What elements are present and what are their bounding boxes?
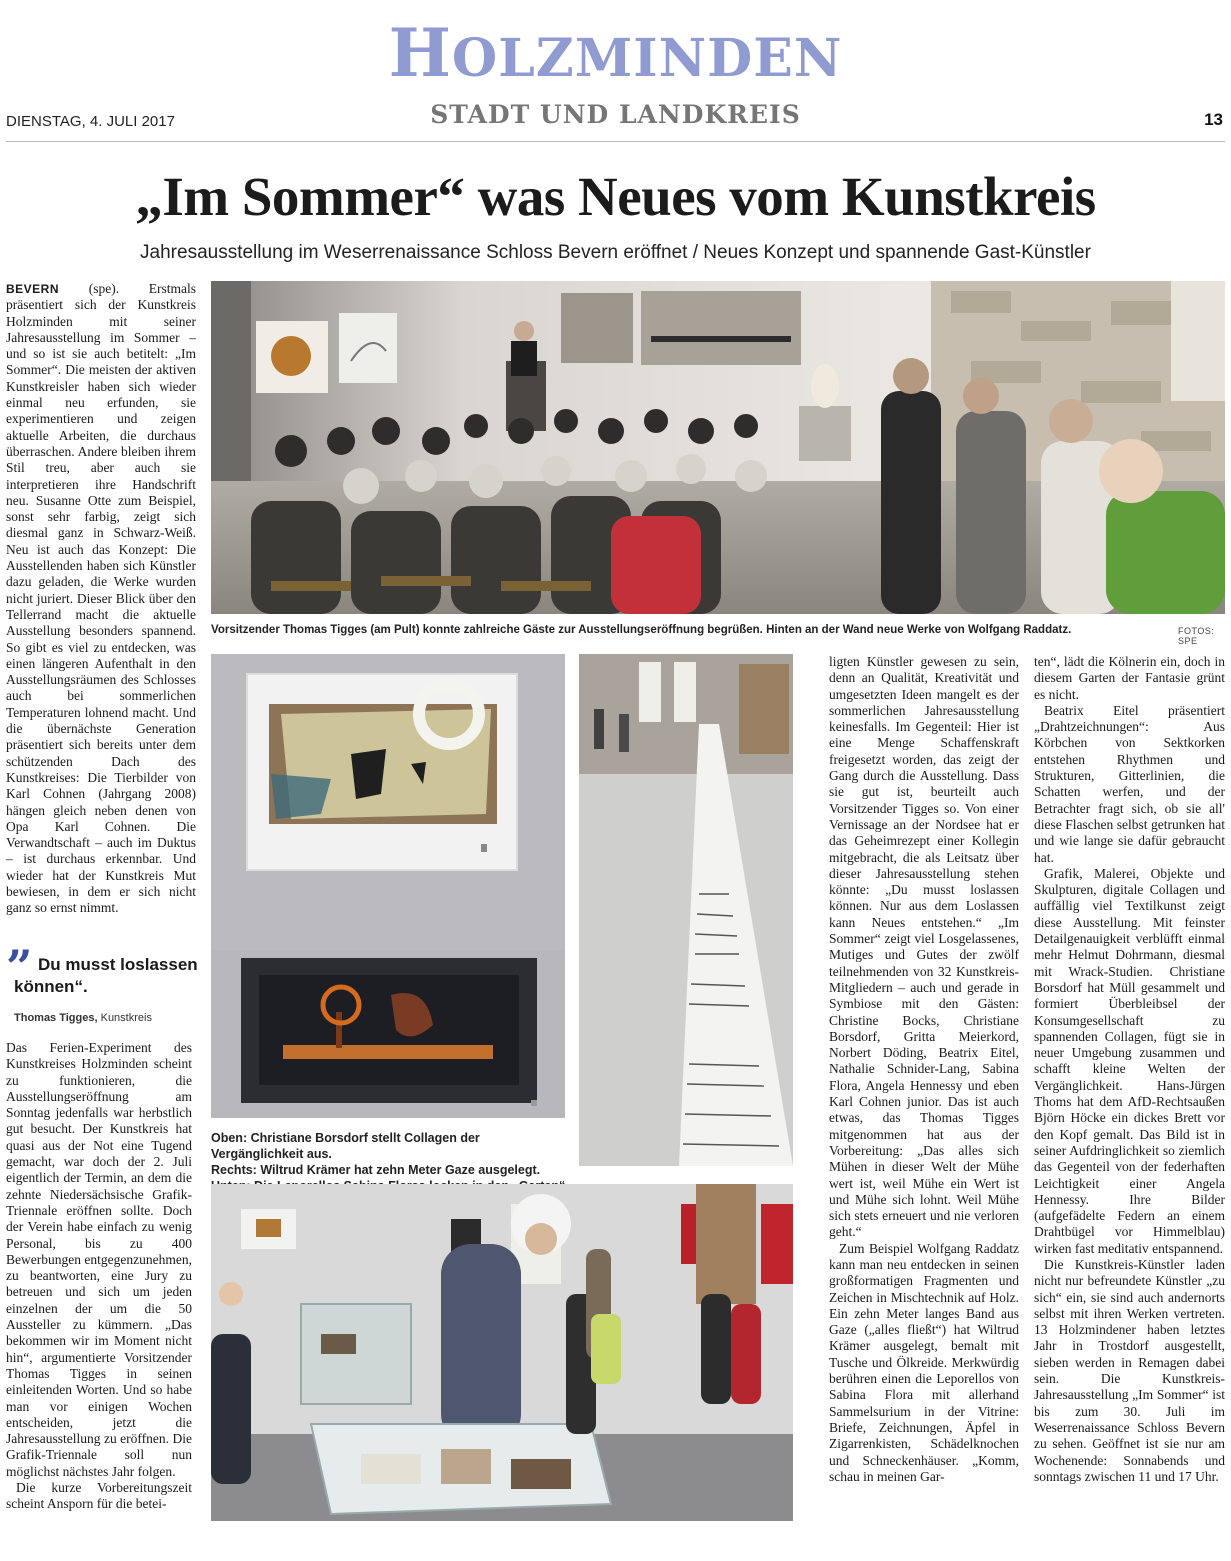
article-column-1-continued	[6, 1040, 192, 1513]
article-column-2	[829, 654, 1019, 1485]
small-caption-2: Rechts: Wiltrud Krämer hat zehn Meter Gaze ausgelegt.	[211, 1163, 541, 1177]
photo-credit: FOTOS: SPE	[1178, 626, 1215, 646]
main-photo	[211, 281, 1225, 614]
photo-collage-bottom	[211, 950, 565, 1118]
header-rule	[6, 141, 1225, 142]
article-column-3	[1034, 654, 1225, 1485]
pull-quote-author: Thomas Tigges, Kunstkreis	[14, 1012, 152, 1024]
photo-vitrine	[211, 1184, 793, 1521]
article-paragraph: ligten Künstler gewesen zu sein, denn an Qualität, Kreativität und umgesetzten Ideen mangelt es der sommerlichen Jahresausstellung keinesfalls. Im Gegenteil: Hier ist eine Menge Schaffenskraft freigesetzt worden, das zeigt der Gang durch die Ausstellung. Dass sie gut ist, beurteilt auch Vorsitzender Tigges so. Von einer Vernissage an der Nordsee hat er das Geheimrezept einer Kollegin mitgebracht, die als Leitsatz über dieser Jahresausstellung stehen könnte: „Du musst loslassen können. Nur aus dem Loslassen kann Neues entstehen.“ „Im Sommer“ zeigt viel Losgelassenes, Mutiges und Gutes der zwölf teilnehmenden von 32 Kunstkreis-Mitgliedern – auch und gerade in Symbiose mit den Gästen: Christine Bocks, Christiane Borsdorf, Gritta Meierkord, Norbert Döding, Beatrix Eitel, Nathalie Schnider-Lang, Sabina Flora, Angela Hennessy und eben Karl Cohnen junior. Das ist auch etwas, das Thomas Tigges mitgenommen hat aus der Vorbereitung: „Das alles sich Mühen in dieser Welt der Mühe wert ist, weil Mühe ein Wert ist und Mühe sich lohnt. Weil Mühe sich stets erneuert und nie verloren geht.“	[829, 654, 1019, 1240]
photo-gauze-band	[579, 654, 793, 1166]
article-paragraph: Das Ferien-Experiment des Kunstkreises Holzminden scheint zu funktionieren, die Ausstellungseröffnung am Sonntag jedenfalls war herbstlich gut besucht. Der Kunstkreis hat quasi aus der Not eine Tugend gemacht, war doch der 2. Juli eigentlich der Termin, an dem die zehnte Niedersächsische Grafik-Triennale eröffnen sollte. Doch der Verein habe einfach zu wenig Personal, bis zu 400 Bewerbungen entgegenzunehmen, zu beantworten, eine Jury zu betreuen und sich um jeden einzelnen der um die 50 Aussteller zu kümmern. „Das bekommen wir im Moment nicht hin“, argumentierte Vorsitzender Thomas Tigges in seinen einleitenden Worten. Und so habe man vor einigen Wochen entscheiden, jetzt die Jahresausstellung zu eröffnen. Die Grafik-Triennale soll nun möglichst nächstes Jahr folgen.	[6, 1040, 192, 1479]
photo-collage-top	[211, 654, 565, 950]
article-paragraph: Die Kunstkreis-Künstler laden nicht nur befreundete Künstler „zu sich“ ein, sie sind auch andernorts selbst mit ihren Werken vertreten. 13 Holzmindener haben letztes Jahr in Trostdorf ausgestellt, sieben werden in Remagen dabei sein. Die Kunstkreis-Jahresausstellung „Im Sommer“ ist bis zum 30. Juli im Weserrenaissance Schloss Bevern zu sehen. Geöffnet ist sie nur am Wochenende: Sonnabends und sonntags zwischen 11 und 17 Uhr.	[1034, 1256, 1225, 1484]
article-paragraph: Zum Beispiel Wolfgang Raddatz kann man neu entdecken in seinen großformatigen Fragmenten und Zeichen in Mischtechnik auf Holz. Ein zehn Meter langes Band aus Gaze („alles fließt“) hat Wiltrud Krämer ausgelegt, bemalt mit Tusche und Ölkreide. Merkwürdig berühren einen die Leporellos von Sabina Flora mit allerhand Sammelsurium in der Vitrine: Briefe, Zeichnungen, Äpfel in Zigarrenkisten, Schädelknochen und Schneckenhäuser. „Komm, schau in meinen Gar-	[829, 1240, 1019, 1484]
article-column-1	[6, 281, 196, 917]
pull-quote-line-1: Du musst loslassen	[38, 955, 198, 974]
article-subheadline: Jahresausstellung im Weserrenaissance Schloss Bevern eröffnet / Neues Konzept und spannende Gast-Künstler	[140, 242, 1091, 263]
small-caption-1: Oben: Christiane Borsdorf stellt Collagen der Vergänglichkeit aus.	[211, 1131, 480, 1161]
article-paragraph: Grafik, Malerei, Objekte und Skulpturen, digitale Collagen und auffällig viel Textilkunst zeigt diese Ausstellung. Mit feinster Detailgenauigkeit verblüfft einmal mehr Helmut Dohrmann, diesmal mit Wrack-Studien. Christiane Borsdorf hat Müll gesammelt und formiert Überbleibsel der Konsumgesellschaft zu spannenden Collagen, fügt sie in neuer Umgebung zusammen und schafft kleine Welten der Vergänglichkeit. Hans-Jürgen Thoms hat dem AfD-Rechtsaußen Björn Höcke ein dickes Brett vor den Kopf gemalt. Das Bild ist in seiner Aufdringlichkeit so ziemlich das Gegenteil von der federhaften Leichtigkeit einer Angela Hennessy. Ihre Bilder (aufgefädelte Federn an einem Drahtbügel vor Himmelblau) wirken fast meditativ entspannend.	[1034, 865, 1225, 1256]
section-title: STADT UND LANDKREIS	[430, 100, 801, 129]
article-dateline: BEVERN	[6, 282, 60, 296]
article-lead-text: (spe). Erstmals präsentiert sich der Kunstkreis Holzminden mit seiner Jahresausstellung im Sommer – und so ist sie auch betitelt: „Im Sommer“. Die meisten der aktiven Kunstkreisler haben sich wieder einmal neu erfunden, sie experimentieren und zeigen aktuelle Arbeiten, die durchaus überraschen. Andere bleiben ihrem Stil treu, aber auch sie interpretieren ihre Handschrift neu. Susanne Otte zum Beispiel, sonst sehr farbig, zeigt sich diesmal ganz in Schwarz-Weiß. Neu ist auch das Konzept: Die Ausstellenden haben sich Künstler dazu geladen, die Werke wurden nicht juriert. Dieser Blick über den Tellerrand macht die aktuelle Ausstellung besonders spannend. So gibt es viel zu entdecken, was einen längeren Aufenthalt in den Ausstellungsräumen des Schlosses auch bei sommerlichen Temperaturen lohnend macht. Und die übernächste Generation präsentiert sich bereits unter dem schützenden Dach des Kunstkreises: Die Tierbilder von Karl Cohnen (Jahrgang 2008) hängen gleich neben denen von Opa Karl Cohnen. Die Verwandtschaft – auch im Duktus – ist durchaus erkennbar. Und wieder hat der Kunstkreis Mut bewiesen, in dem er sich nicht ganz so ernst nimmt.	[6, 281, 196, 916]
article-headline: „Im Sommer“ was Neues vom Kunstkreis	[135, 166, 1096, 227]
page-number: 13	[1204, 110, 1223, 129]
article-paragraph: Die kurze Vorbereitungszeit scheint Ansporn für die betei-	[6, 1480, 192, 1512]
article-paragraph: Beatrix Eitel präsentiert „Drahtzeichnungen“: Aus Körbchen von Sektkorken entstehen Rhythmen und Strukturen, Gitterlinien, die Schatten werfen, und der Betrachter fragt sich, ob sie all' diese Flaschen selbst getrunken hat und wie lange sie dafür gebraucht hat.	[1034, 702, 1225, 865]
masthead-title: HOLZMINDEN	[388, 14, 843, 92]
issue-date: DIENSTAG, 4. JULI 2017	[6, 113, 175, 130]
pull-quote-line-2: können“.	[14, 977, 88, 996]
main-photo-caption: Vorsitzender Thomas Tigges (am Pult) konnte zahlreiche Gäste zur Ausstellungseröffnung begrüßen. Hinten an der Wand neue Werke von Wolfgang Raddatz.	[211, 624, 1072, 636]
article-paragraph: ten“, lädt die Kölnerin ein, doch in diesem Garten der Fantasie grünt es nicht.	[1034, 654, 1225, 702]
quote-mark-icon: ”	[6, 940, 33, 994]
